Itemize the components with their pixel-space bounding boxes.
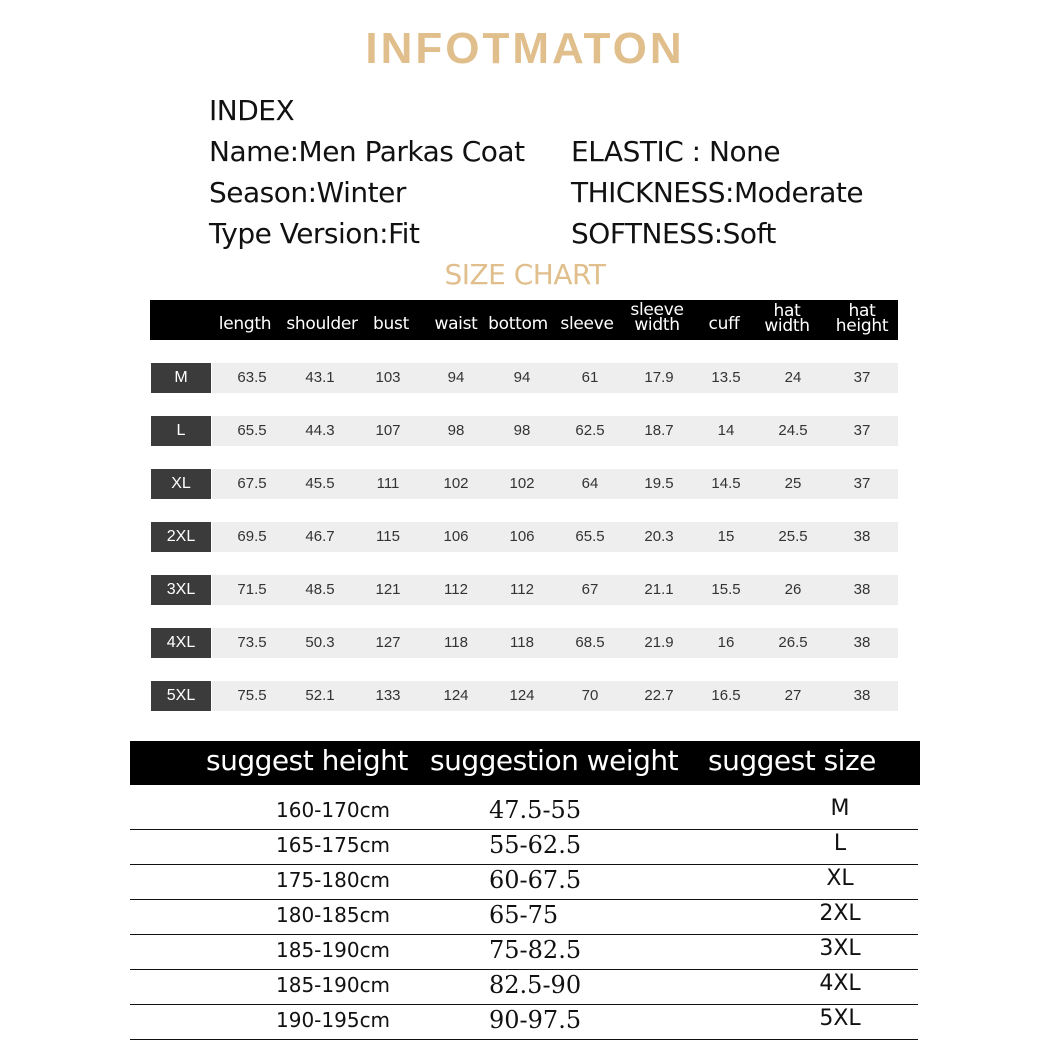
size-cell: 18.7 [644, 422, 674, 439]
size-cell: 62.5 [575, 422, 605, 439]
size-cell: 111 [376, 475, 400, 492]
size-cell: 98 [447, 422, 465, 439]
size-badge: 5XL [151, 681, 211, 711]
size-cell: 21.1 [644, 581, 674, 598]
size-cell: 118 [510, 634, 534, 651]
size-badge: 3XL [151, 575, 211, 605]
header-cuff: cuff [708, 314, 740, 334]
suggest-weight-value: 47.5-55 [489, 796, 582, 824]
size-cell: 103 [375, 369, 401, 386]
size-cell: 24 [784, 369, 802, 386]
page-title: INFOTMATON [365, 24, 685, 73]
size-cell: 124 [509, 687, 535, 704]
size-cell: 38 [853, 581, 871, 598]
size-chart-title: SIZE CHART [444, 258, 606, 291]
size-cell: 16.5 [711, 687, 741, 704]
size-cell: 26 [784, 581, 802, 598]
suggest-weight-value: 60-67.5 [489, 866, 582, 894]
header-suggest-height: suggest height [206, 744, 408, 777]
header-shoulder: shoulder [286, 314, 358, 334]
size-cell: 121 [375, 581, 401, 598]
size-cell: 46.7 [305, 528, 335, 545]
suggest-height-value: 190-195cm [276, 1008, 391, 1032]
size-cell: 124 [443, 687, 469, 704]
size-cell: 37 [853, 369, 871, 386]
suggest-size-value: L [833, 831, 847, 856]
size-cell: 37 [853, 422, 871, 439]
suggest-height-value: 175-180cm [276, 868, 391, 892]
suggestion-row [130, 1004, 918, 1040]
suggest-weight-value: 65-75 [489, 901, 559, 929]
size-cell: 14.5 [711, 475, 741, 492]
size-cell: 45.5 [305, 475, 335, 492]
size-cell: 127 [375, 634, 401, 651]
info-type-version: Type Version:Fit [209, 217, 420, 250]
size-cell: 106 [443, 528, 469, 545]
size-cell: 112 [444, 581, 468, 598]
size-cell: 50.3 [305, 634, 335, 651]
header-suggest-size: suggest size [708, 744, 876, 777]
header-bust: bust [373, 314, 409, 334]
size-cell: 38 [853, 528, 871, 545]
header-waist: waist [434, 314, 478, 334]
header-suggestion-weight: suggestion weight [430, 744, 679, 777]
size-cell: 118 [444, 634, 468, 651]
header-sleeve: sleeve [560, 314, 614, 334]
size-cell: 43.1 [305, 369, 335, 386]
suggest-height-value: 160-170cm [276, 798, 391, 822]
suggest-size-value: 4XL [819, 971, 861, 996]
size-badge: 2XL [151, 522, 211, 552]
size-cell: 102 [509, 475, 535, 492]
size-cell: 73.5 [237, 634, 267, 651]
size-cell: 20.3 [644, 528, 674, 545]
size-chart-header [150, 300, 898, 340]
size-cell: 21.9 [644, 634, 674, 651]
suggest-size-value: M [830, 796, 850, 821]
size-cell: 24.5 [778, 422, 808, 439]
size-cell: 15 [717, 528, 735, 545]
suggest-weight-value: 55-62.5 [489, 831, 582, 859]
size-cell: 22.7 [644, 687, 674, 704]
size-cell: 48.5 [305, 581, 335, 598]
suggestion-row [130, 864, 918, 900]
size-cell: 75.5 [237, 687, 267, 704]
header-bottom: bottom [488, 314, 548, 334]
header-hat-width: hat width [764, 301, 810, 336]
size-cell: 68.5 [575, 634, 605, 651]
size-cell: 94 [513, 369, 531, 386]
size-cell: 102 [443, 475, 469, 492]
size-cell: 64 [581, 475, 599, 492]
size-cell: 37 [853, 475, 871, 492]
header-length: length [218, 314, 272, 334]
size-badge: 4XL [151, 628, 211, 658]
size-cell: 14 [717, 422, 735, 439]
size-cell: 65.5 [237, 422, 267, 439]
size-cell: 15.5 [711, 581, 741, 598]
suggest-weight-value: 82.5-90 [489, 971, 582, 999]
size-cell: 94 [447, 369, 465, 386]
suggestion-row [130, 899, 918, 935]
size-cell: 67.5 [237, 475, 267, 492]
size-cell: 69.5 [237, 528, 267, 545]
suggestion-row [130, 794, 918, 830]
size-cell: 38 [853, 687, 871, 704]
size-cell: 133 [375, 687, 401, 704]
size-cell: 19.5 [644, 475, 674, 492]
suggestion-row [130, 969, 918, 1005]
size-badge: XL [151, 469, 211, 499]
info-thickness: THICKNESS:Moderate [571, 176, 864, 209]
header-sleeve-width: sleeve width [630, 300, 684, 335]
size-cell: 52.1 [305, 687, 335, 704]
size-badge: M [151, 363, 211, 393]
size-cell: 16 [717, 634, 735, 651]
size-cell: 115 [376, 528, 400, 545]
size-cell: 44.3 [305, 422, 335, 439]
info-softness: SOFTNESS:Soft [571, 217, 776, 250]
size-cell: 65.5 [575, 528, 605, 545]
header-hat-height: hat height [835, 301, 889, 336]
suggestion-header [130, 741, 920, 785]
size-cell: 106 [509, 528, 535, 545]
size-cell: 112 [510, 581, 534, 598]
size-cell: 13.5 [711, 369, 741, 386]
size-badge: L [151, 416, 211, 446]
size-cell: 107 [375, 422, 401, 439]
info-index: INDEX [209, 94, 295, 127]
size-cell: 71.5 [237, 581, 267, 598]
suggestion-row [130, 829, 918, 865]
size-cell: 67 [581, 581, 599, 598]
suggest-height-value: 165-175cm [276, 833, 391, 857]
info-season: Season:Winter [209, 176, 406, 209]
suggestion-row [130, 934, 918, 970]
size-cell: 26.5 [778, 634, 808, 651]
info-elastic: ELASTIC : None [571, 135, 781, 168]
size-cell: 25 [784, 475, 802, 492]
size-cell: 61 [581, 369, 599, 386]
size-cell: 63.5 [237, 369, 267, 386]
size-cell: 27 [784, 687, 802, 704]
suggest-size-value: 3XL [819, 936, 861, 961]
size-cell: 17.9 [644, 369, 674, 386]
suggest-size-value: XL [826, 866, 854, 891]
suggest-height-value: 185-190cm [276, 938, 391, 962]
size-cell: 70 [581, 687, 599, 704]
info-name: Name:Men Parkas Coat [209, 135, 525, 168]
size-cell: 25.5 [778, 528, 808, 545]
suggest-size-value: 5XL [819, 1006, 861, 1031]
suggest-height-value: 180-185cm [276, 903, 391, 927]
suggest-weight-value: 90-97.5 [489, 1006, 582, 1034]
suggest-weight-value: 75-82.5 [489, 936, 582, 964]
suggest-size-value: 2XL [819, 901, 861, 926]
size-cell: 38 [853, 634, 871, 651]
size-cell: 98 [513, 422, 531, 439]
suggest-height-value: 185-190cm [276, 973, 391, 997]
